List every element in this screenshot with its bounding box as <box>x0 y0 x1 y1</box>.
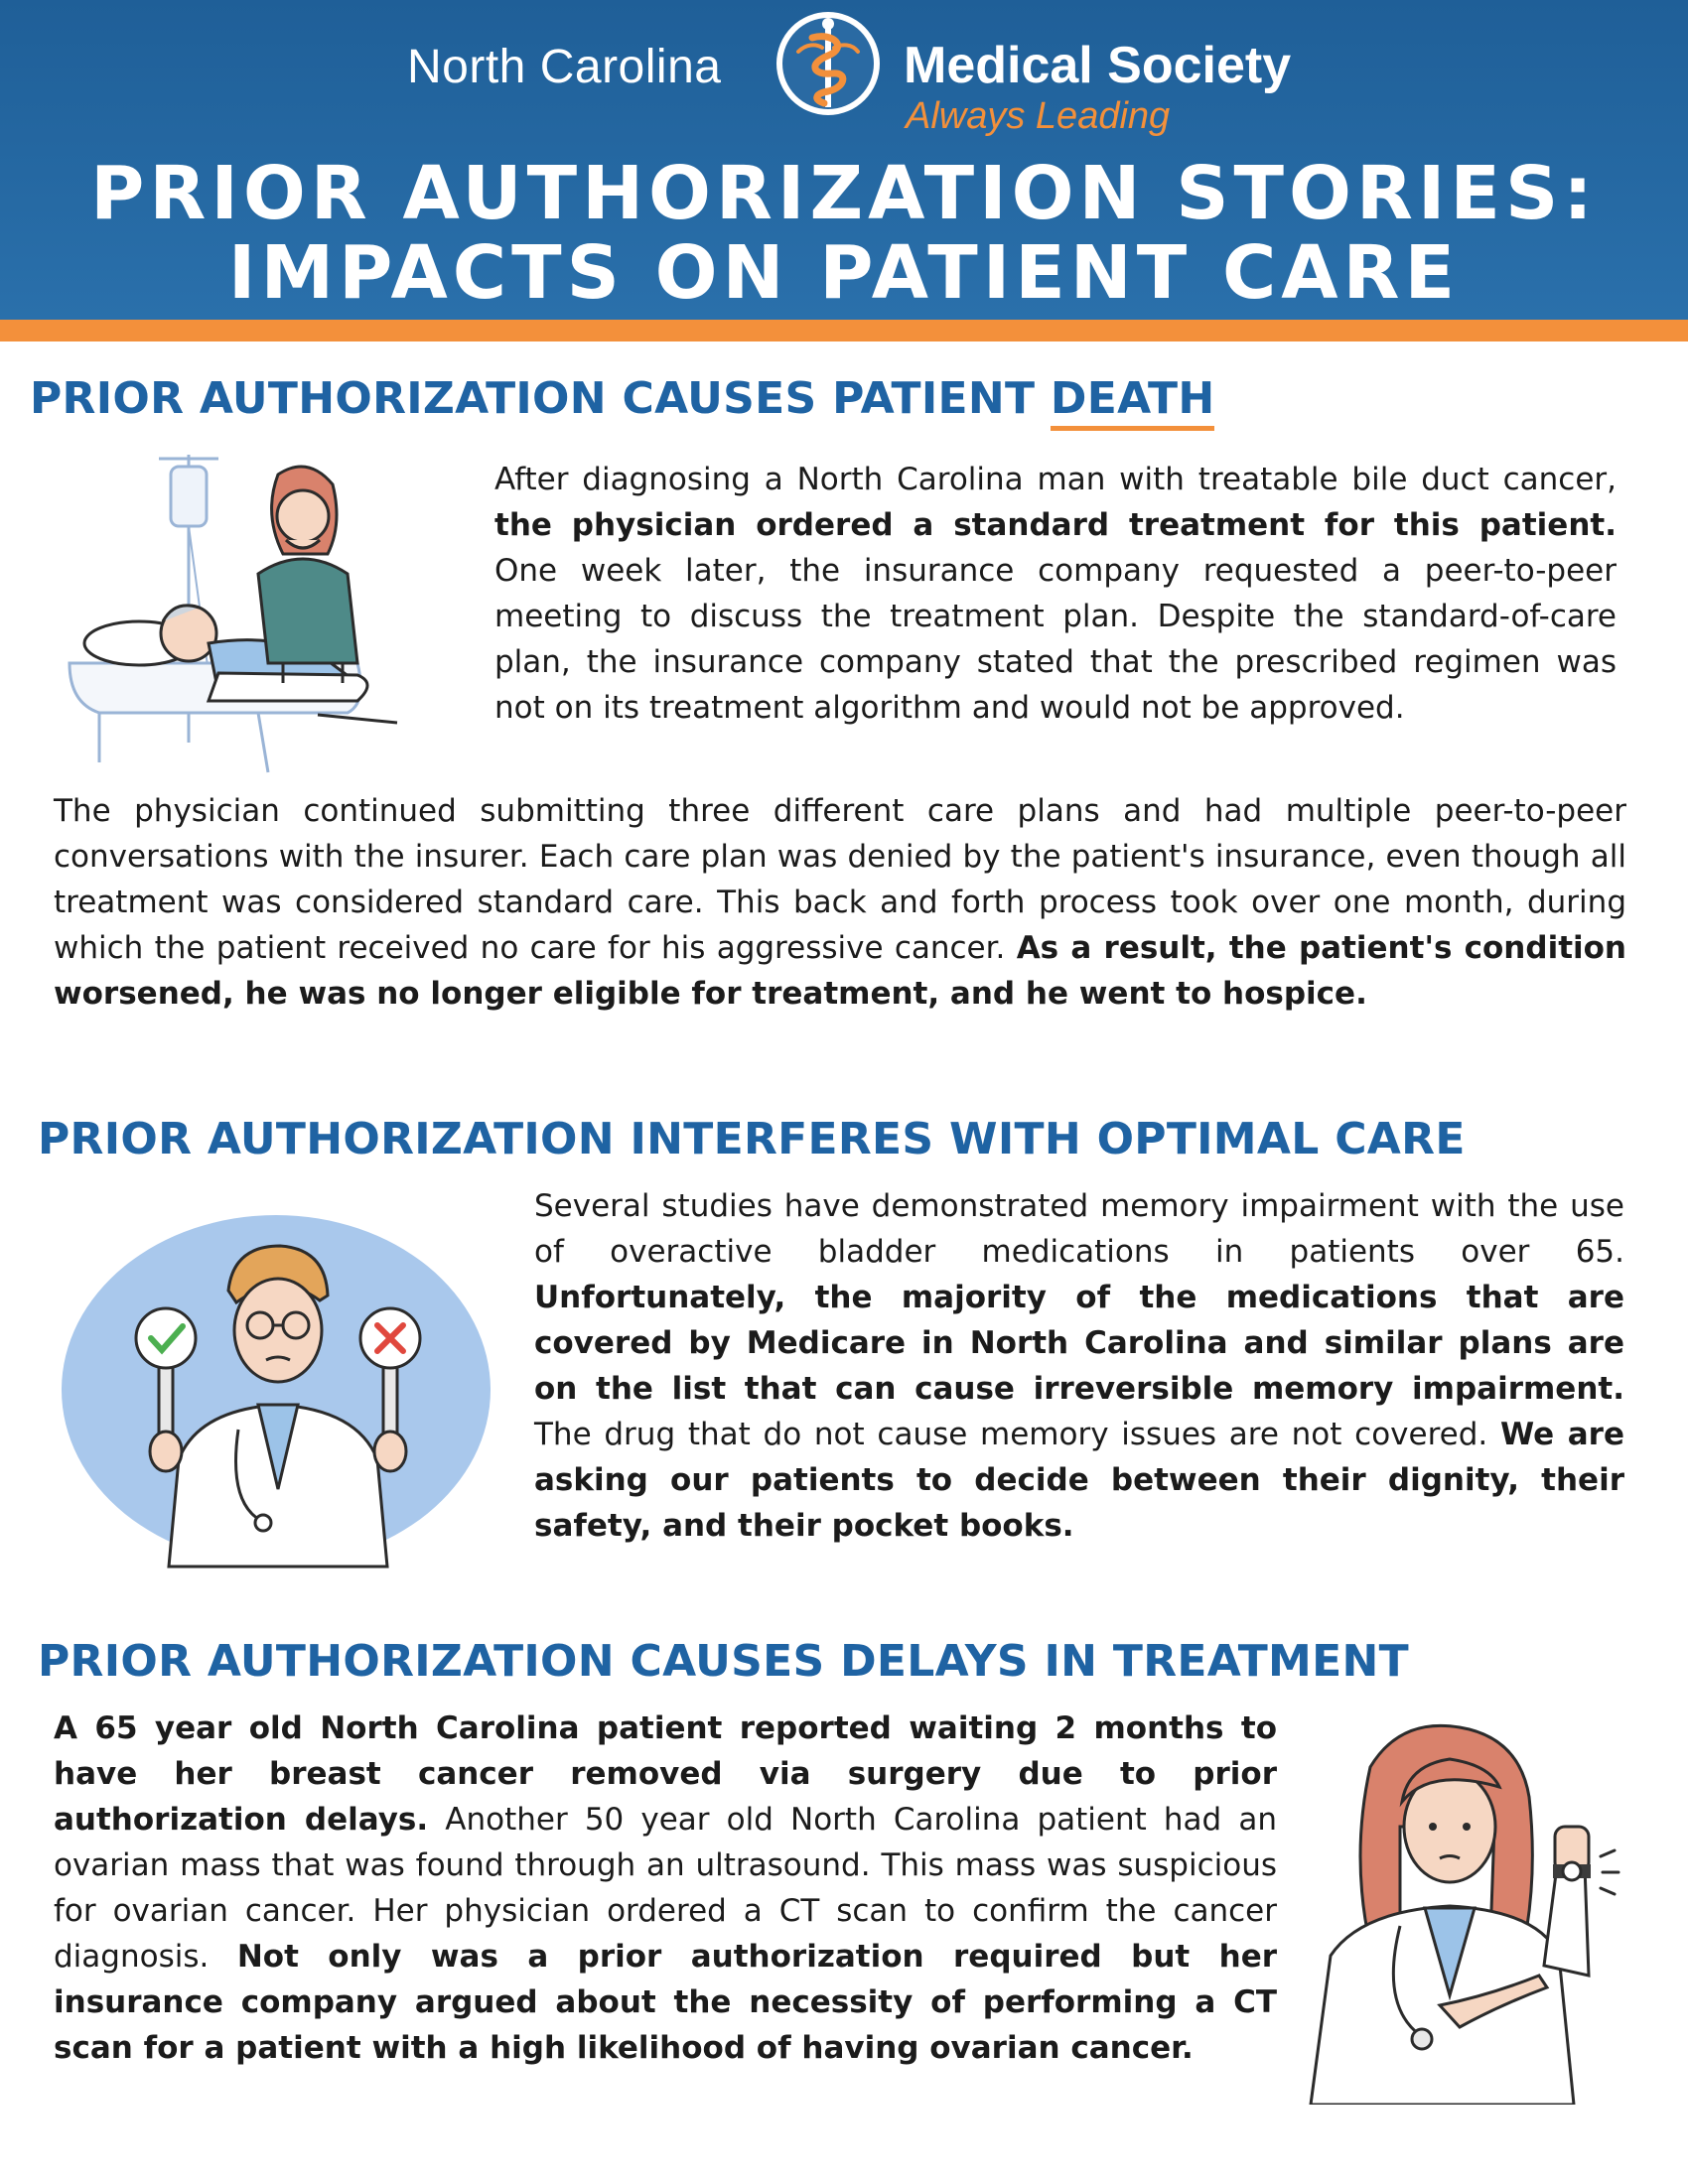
brand-name-left: North Carolina <box>407 41 722 93</box>
section2-paragraph <box>534 1183 1624 1549</box>
caduceus-logo-icon <box>773 8 884 119</box>
section3-bold-run: A 65 year old North Carolina patient reported waiting 2 months to have her breast cancer removed via surgery due to prior authorization delays. <box>54 1710 1277 1838</box>
doctor-holding-check-and-cross-signs-illustration <box>60 1191 496 1569</box>
section-title-delays: PRIOR AUTHORIZATION CAUSES DELAYS IN TREATMENT <box>38 1636 1409 1687</box>
section-title-accent: DEATH <box>1051 373 1215 431</box>
section3-bold-run: Not only was a prior authorization required but her insurance company argued about the necessity of performing a CT scan for a patient with a high likelihood of having ovarian cancer. <box>54 1939 1278 2066</box>
section3-paragraph <box>54 1706 1277 2071</box>
patient-in-hospital-bed-illustration <box>60 445 447 782</box>
section-title-optimal-care: PRIOR AUTHORIZATION INTERFERES WITH OPTIMAL CARE <box>38 1114 1466 1164</box>
section1-text-run: One week later, the insurance company requested a peer-to-peer meeting to discuss the treatment plan. Despite the standard-of-care plan, the insurance company stated that the prescribed regimen was not on its treatment algorithm and would not be approved. <box>494 553 1617 726</box>
page-title-line2: IMPACTS ON PATIENT CARE <box>227 230 1461 316</box>
section-title-main: PRIOR AUTHORIZATION CAUSES PATIENT <box>30 373 1051 424</box>
brand-name-right: Medical Society <box>904 37 1292 94</box>
brand-tagline: Always Leading <box>906 95 1171 137</box>
section3-text-run: Another 50 year old North Carolina patient had an ovarian mass that was found through an ultrasound. This mass was suspicious for ovarian cancer. Her physician ordered a CT scan to confirm the cancer diagnosis. <box>54 1802 1277 1975</box>
section1-paragraph1 <box>494 457 1617 731</box>
page-title-line1: PRIOR AUTHORIZATION STORIES: <box>90 151 1598 236</box>
section2-text-run: Several studies have demonstrated memory impairment with the use of overactive bladder medications in patients over 65. <box>534 1188 1624 1270</box>
section2-bold-run: Unfortunately, the majority of the medications that are covered by Medicare in North Carolina and similar plans are on the list that can cause irreversible memory impairment. <box>534 1280 1624 1407</box>
section2-bold-run: We are asking our patients to decide between their dignity, their safety, and their pocket books. <box>534 1417 1624 1544</box>
section2-text-run: The drug that do not cause memory issues are not covered. <box>534 1417 1500 1452</box>
header-banner <box>0 0 1688 320</box>
section1-paragraph2 <box>54 788 1626 1017</box>
female-doctor-pointing-at-watch-illustration <box>1291 1707 1628 2105</box>
section1-bold-run: the physician ordered a standard treatment for this patient. <box>494 507 1617 543</box>
section-title-death <box>30 373 1214 424</box>
section1-bold-run: As a result, the patient's condition worsened, he was no longer eligible for treatment, and he went to hospice. <box>54 930 1627 1012</box>
section1-text-run: The physician continued submitting three different care plans and had multiple peer-to-peer conversations with the insurer. Each care plan was denied by the patient's insurance, even though all treatment was considered standard care. This back and forth process took over one month, during which the patient received no care for his aggressive cancer. <box>54 793 1626 966</box>
header-accent-stripe <box>0 320 1688 341</box>
section1-text-run: After diagnosing a North Carolina man with treatable bile duct cancer, <box>494 462 1617 497</box>
